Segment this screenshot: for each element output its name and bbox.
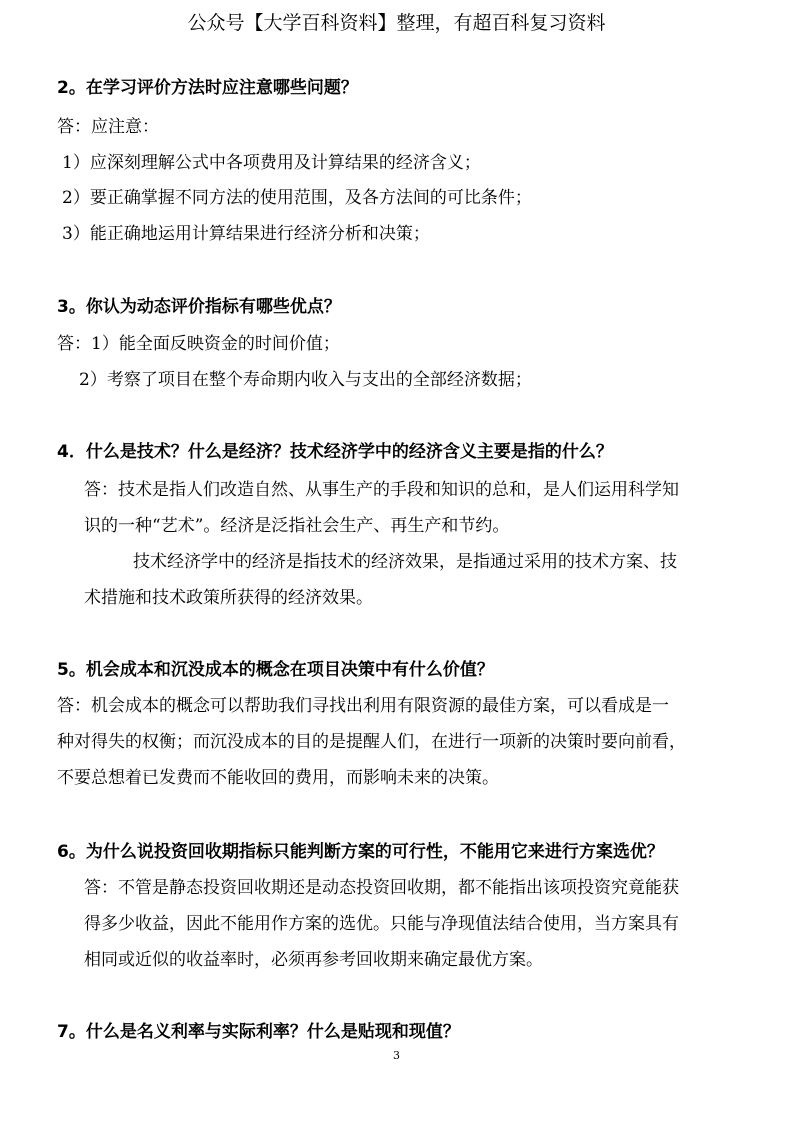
question-3: 3。你认为动态评价指标有哪些优点？ bbox=[57, 297, 341, 317]
answer-line: 答：机会成本的概念可以帮助我们寻找出利用有限资源的最佳方案，可以看成是一 bbox=[57, 696, 669, 716]
answer-line: 相同或近似的收益率时，必须再参考回收期来确定最优方案。 bbox=[84, 950, 543, 970]
answer-line: 答：1）能全面反映资金的时间价值； bbox=[57, 334, 340, 354]
answer-line: 技术经济学中的经济是指技术的经济效果，是指通过采用的技术方案、技 bbox=[133, 552, 677, 572]
page-header: 公众号【大学百科资料】整理，有超百科复习资料 bbox=[187, 12, 606, 34]
answer-line: 术措施和技术政策所获得的经济效果。 bbox=[84, 588, 373, 608]
question-7: 7。什么是名义利率与实际利率？什么是贴现和现值？ bbox=[57, 1022, 460, 1042]
question-6: 6。为什么说投资回收期指标只能判断方案的可行性，不能用它来进行方案选优？ bbox=[57, 842, 664, 862]
answer-line: 答：应注意： bbox=[57, 117, 159, 137]
answer-line: 种对得失的权衡；而沉没成本的目的是提醒人们，在进行一项新的决策时要向前看， bbox=[57, 732, 686, 752]
answer-line: 答：技术是指人们改造自然、从事生产的手段和知识的总和，是人们运用科学知 bbox=[84, 480, 679, 500]
page-number: 3 bbox=[393, 1049, 400, 1062]
answer-line: 得多少收益，因此不能用作方案的选优。只能与净现值法结合使用，当方案具有 bbox=[84, 914, 679, 934]
answer-line: 2）要正确掌握不同方法的使用范围，及各方法间的可比条件； bbox=[62, 188, 532, 208]
answer-line: 答：不管是静态投资回收期还是动态投资回收期，都不能指出该项投资究竟能获 bbox=[84, 878, 679, 898]
answer-line: 识的一种“艺术”。经济是泛指社会生产、再生产和节约。 bbox=[84, 516, 510, 536]
answer-line: 3）能正确地运用计算结果进行经济分析和决策； bbox=[62, 224, 430, 244]
answer-line: 2）考察了项目在整个寿命期内收入与支出的全部经济数据； bbox=[79, 370, 532, 390]
answer-line: 1）应深刻理解公式中各项费用及计算结果的经济含义； bbox=[62, 153, 481, 173]
question-4: 4．什么是技术？什么是经济？技术经济学中的经济含义主要是指的什么？ bbox=[57, 442, 613, 462]
question-2: 2。在学习评价方法时应注意哪些问题？ bbox=[57, 78, 358, 98]
answer-line: 不要总想着已发费而不能收回的费用，而影响未来的决策。 bbox=[57, 768, 499, 788]
question-5: 5。机会成本和沉没成本的概念在项目决策中有什么价值？ bbox=[57, 660, 494, 680]
